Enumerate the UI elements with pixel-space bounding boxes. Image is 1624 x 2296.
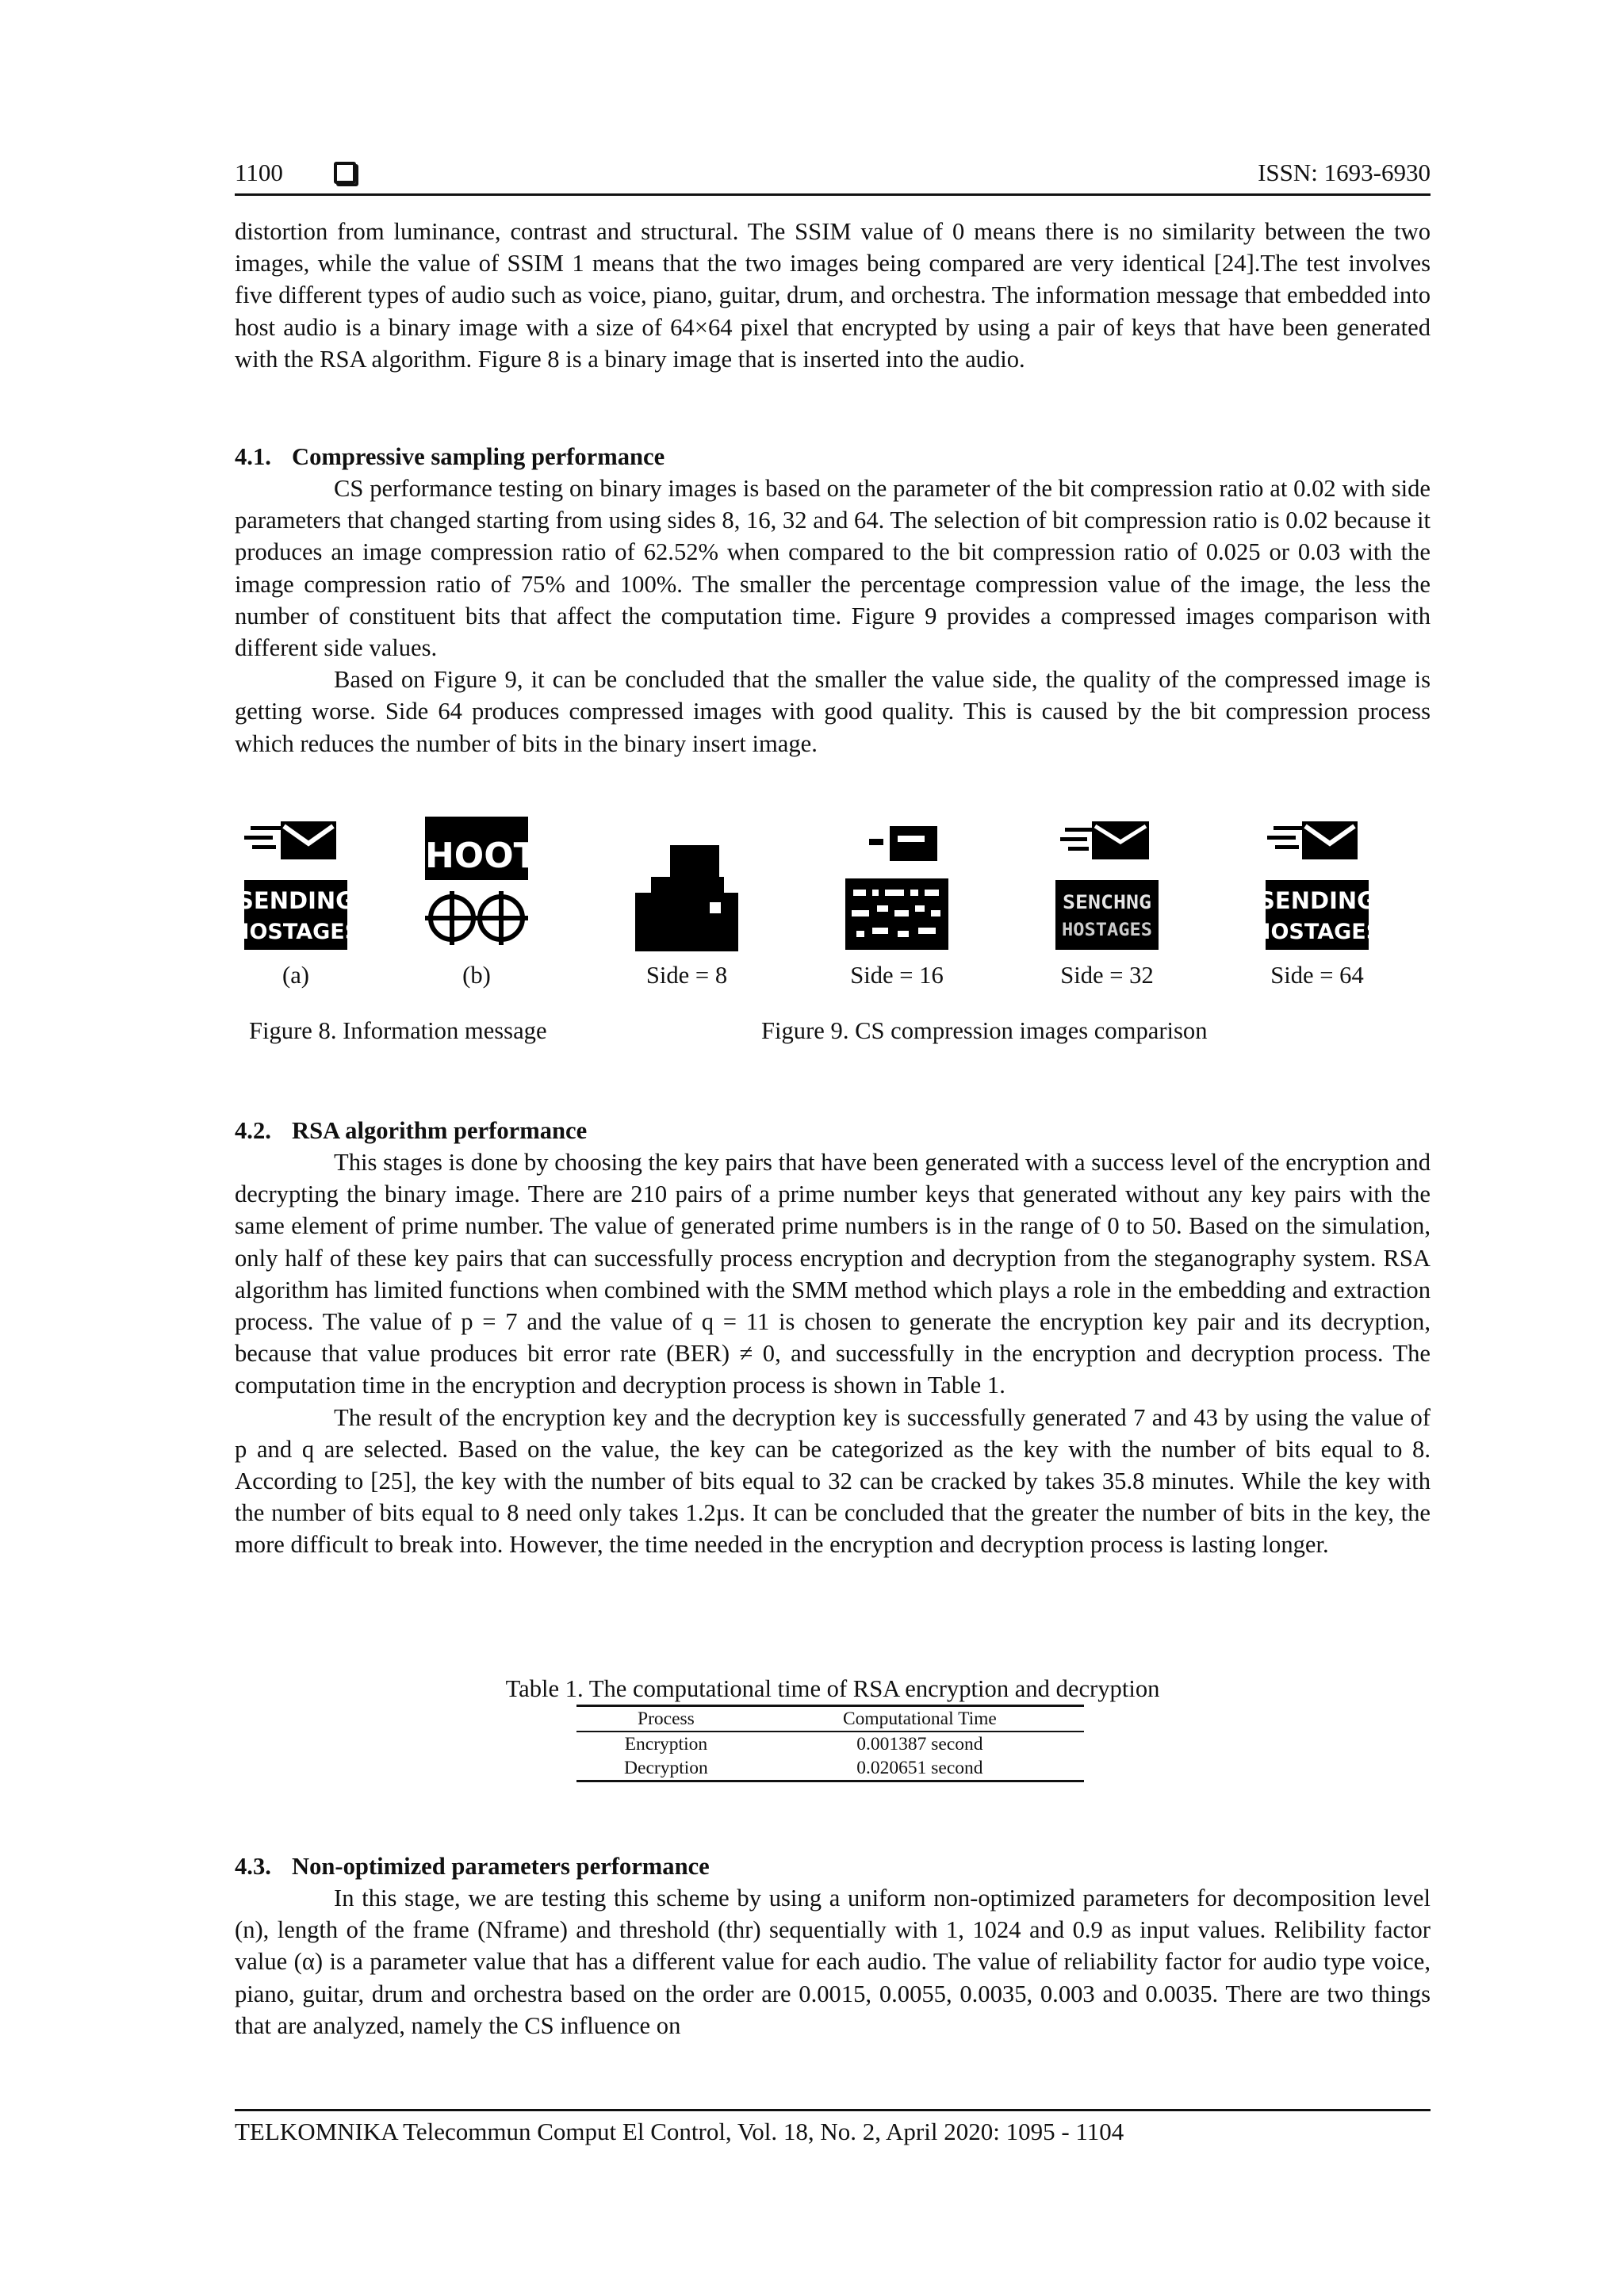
table-1 [576,1707,1084,1782]
table-1-caption: Table 1. The computational time of RSA encryption and decryption [505,1675,1160,1702]
page-header [235,155,1431,196]
section-4-2 [235,1115,1431,1561]
figures-row [231,817,1431,1062]
figure-9-side8-image [635,817,738,951]
table-cell: Encryption [624,1734,708,1755]
svg-text:HOSTAGES: HOSTAGES [231,920,361,944]
section-heading: 4.3. Non-optimized parameters performance [235,1853,710,1880]
issn: ISSN: 1693-6930 [1258,159,1431,186]
table-cell: 0.020651 second [856,1758,983,1778]
intro-paragraph: distortion from luminance, contrast and structural. The SSIM value of 0 means there is no similarity between the two images, while the value of SSIM 1 means that the two images being compared are very identical [24].The test involves five different types of audio such as voice, piano, guitar, drum, and orchestra. The information message that embedded into host audio is a binary image with a size of 64×64 pixel that encrypted by using a pair of keys that have been generated with the RSA algorithm. Figure 8 is a binary image that is inserted into the audio. [235,218,1431,373]
figure-8a-image [231,817,361,951]
svg-text:HOSTAGES: HOSTAGES [1062,920,1152,940]
svg-text:HOSTAGES: HOSTAGES [1252,920,1382,944]
figure-9-side32-image [1055,817,1159,951]
section-4-1 [235,441,1431,760]
section-4-3 [235,1850,1431,2042]
intro-block [235,216,1431,375]
footer-citation: TELKOMNIKA Telecommun Comput El Control, Vol. 18, No. 2, April 2020: 1095 - 1104 [235,2118,1124,2145]
table-header-row [576,1707,1084,1732]
page-number: 1100 [235,159,283,186]
svg-text:SENDING: SENDING [1258,887,1376,914]
figure-label: (a) [282,962,309,989]
section-heading: 4.1. Compressive sampling performance [235,443,665,470]
figure-label: Side = 32 [1060,962,1154,989]
figure-8b-image [400,817,553,951]
page-footer [235,2109,1431,2146]
section-paragraph: In this stage, we are testing this scheme by using a uniform non-optimized parameters for decomposition level (n), length of the frame (Nframe) and threshold (thr) sequentially with 1, 1024 and 0.9 as input values. Relibility factor value (α) is a parameter value that has a different value for each audio. The value of reliability factor for audio type voice, piano, guitar, drum and orchestra based on the order are 0.0015, 0.0055, 0.0035, 0.003 and 0.0035. There are two things that are analyzed, namely the CS influence on [235,1885,1431,2039]
figure-label: Side = 64 [1270,962,1364,989]
figure-label: Side = 16 [850,962,944,989]
column-header: Computational Time [842,1709,997,1729]
table-cell: 0.001387 second [856,1734,983,1755]
svg-text:SHOOT!: SHOOT! [400,836,553,876]
figure-label: Side = 8 [645,962,728,989]
column-header: Process [638,1709,695,1729]
table-row [576,1756,1084,1781]
figure-9-caption: Figure 9. CS compression images comparison [761,1017,1208,1044]
section-heading: 4.2. RSA algorithm performance [235,1117,588,1144]
figure-8-caption: Figure 8. Information message [249,1017,547,1044]
figure-label: (b) [462,962,491,989]
svg-text:SENCHNG: SENCHNG [1063,891,1151,913]
figure-9-side16-image [845,817,948,951]
section-paragraph: Based on Figure 9, it can be concluded that the smaller the value side, the quality of the compressed image is getting worse. Side 64 produces compressed images with good quality. This is caused by the bit compression process which reduces the number of bits in the binary insert image. [235,666,1431,757]
checkbox-square-icon [334,162,356,184]
figure-9-side64-image [1252,817,1382,951]
section-paragraph: CS performance testing on binary images is based on the parameter of the bit compression ratio at 0.02 with side parameters that changed starting from using sides 8, 16, 32 and 64. The selection of bit compression ratio is 0.02 because it produces an image compression ratio of 62.52% when compared to the bit compression ratio of 0.025 or 0.03 with the image compression ratio of 75% and 100%. The smaller the percentage compression value of the image, the less the number of constituent bits that affect the computation time. Figure 9 provides a compressed images comparison with different side values. [235,475,1431,662]
table-cell: Decryption [624,1758,708,1778]
section-paragraph: The result of the encryption key and the decryption key is successfully generated 7 and 43 by using the value of p and q are selected. Based on the value, the key can be categorized as the key with the number of bits equal to 8. According to [25], the key with the number of bits equal to 32 can be cracked by takes 35.8 minutes. While the key with the number of bits equal to 8 need only takes 1.2µs. It can be concluded that the greater the number of bits in the key, the more difficult to break into. However, the time needed in the encryption and decryption process is lasting longer. [235,1403,1431,1559]
section-paragraph: This stages is done by choosing the key pairs that have been generated with a success level of the encryption and decrypting the binary image. There are 210 pairs of a prime number keys that generated without any key pairs with the same element of prime number. The value of generated prime numbers is in the range of 0 to 50. Based on the simulation, only half of these key pairs that can successfully process encryption and decryption from the steganography system. RSA algorithm has limited functions when combined with the SMM method which plays a role in the embedding and extraction process. The value of p = 7 and the value of q = 11 is chosen to generate the encryption key pair and its decryption, because that value produces bit error rate (BER) ≠ 0, and successfully in the encryption and decryption process. The computation time in the encryption and decryption process is shown in Table 1. [235,1149,1431,1399]
svg-text:SENDING: SENDING [237,887,354,914]
table-row [576,1732,1084,1756]
